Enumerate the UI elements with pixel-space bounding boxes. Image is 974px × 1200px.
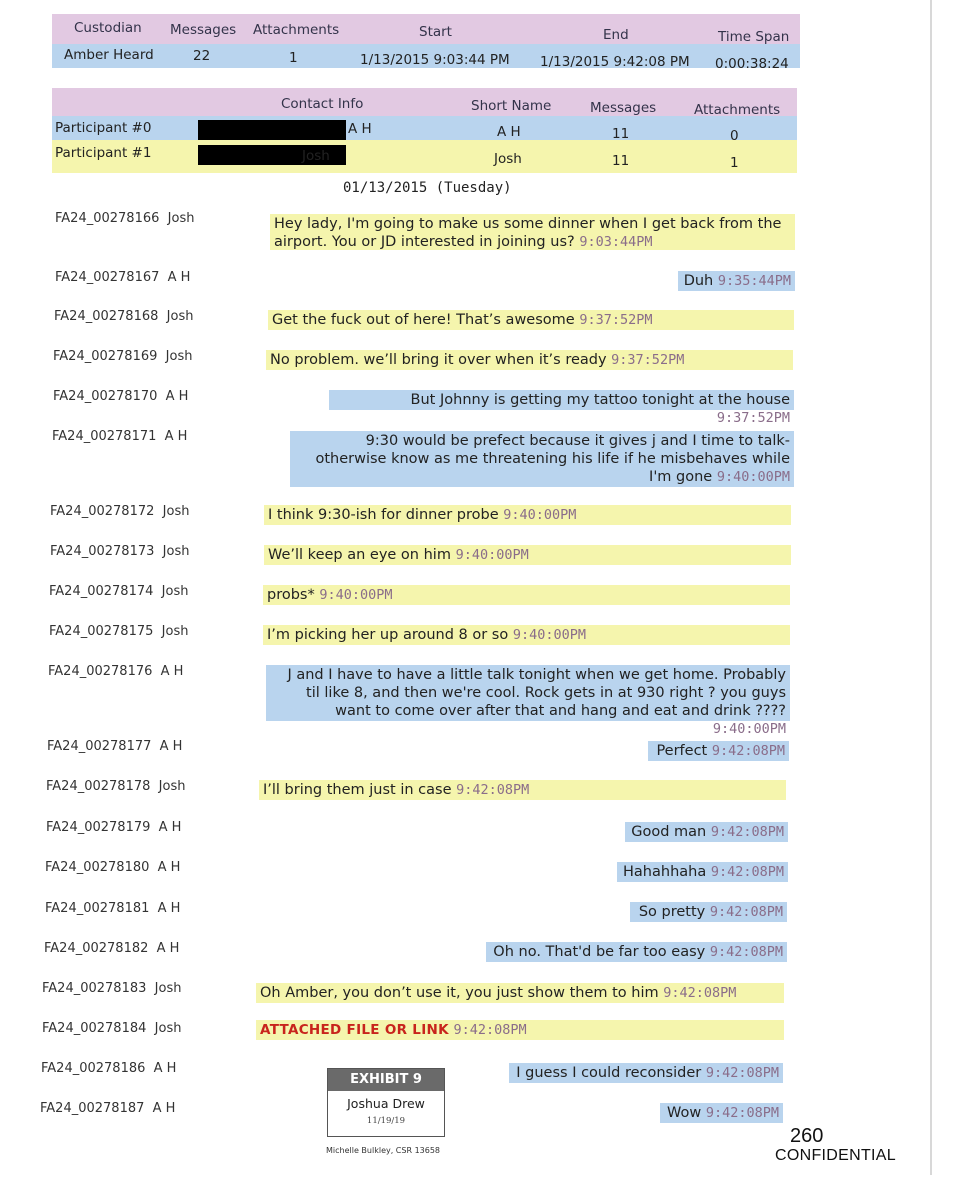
summary-end: 1/13/2015 9:42:08 PM [540, 54, 690, 70]
message-id: FA24_00278186 A H [41, 1061, 177, 1076]
participant-0-messages: 11 [612, 126, 630, 142]
message-id: FA24_00278175 Josh [49, 624, 189, 639]
message-id: FA24_00278187 A H [40, 1101, 176, 1116]
message-bubble: Good man 9:42:08PM [625, 822, 788, 842]
message-id: FA24_00278177 A H [47, 739, 183, 754]
message-bubble: Oh no. That'd be far too easy 9:42:08PM [486, 942, 787, 962]
participant-0-contact: A H [348, 121, 372, 137]
message-id: FA24_00278172 Josh [50, 504, 190, 519]
message-id: FA24_00278166 Josh [55, 211, 195, 226]
summary-header-messages: Messages [170, 22, 237, 38]
message-id: FA24_00278184 Josh [42, 1021, 182, 1036]
message-bubble: probs* 9:40:00PM [263, 585, 790, 605]
message-bubble: Get the fuck out of here! That’s awesome 9:37:52PM [268, 310, 794, 330]
message-id: FA24_00278180 A H [45, 860, 181, 875]
participant-0-short-name: A H [497, 124, 521, 140]
message-bubble: Hey lady, I'm going to make us some dinner when I get back from the airport. You or JD interested in joining us? 9:03:44PM [270, 214, 795, 250]
redaction-bar [198, 120, 346, 140]
participants-header-attachments: Attachments [694, 102, 781, 118]
participants-header-row [52, 88, 797, 116]
court-reporter: Michelle Bulkley, CSR 13658 [326, 1146, 441, 1155]
message-bubble: But Johnny is getting my tattoo tonight at the house 9:37:52PM [329, 390, 794, 410]
participants-header-contact: Contact Info [281, 96, 364, 112]
message-bubble: 9:30 would be prefect because it gives j and I time to talk- otherwise know as me threatening his life if he misbehaves while I'm gone 9:40:00PM [290, 431, 794, 487]
summary-attachments: 1 [289, 50, 298, 66]
participant-1-messages: 11 [612, 153, 630, 169]
participant-row-0 [52, 116, 797, 140]
message-bubble: I’ll bring them just in case 9:42:08PM [259, 780, 786, 800]
page-edge [930, 0, 932, 1175]
message-id: FA24_00278176 A H [48, 664, 184, 679]
participant-1-contact: Josh [302, 148, 330, 164]
message-id: FA24_00278181 A H [45, 901, 181, 916]
message-id: FA24_00278173 Josh [50, 544, 190, 559]
summary-custodian: Amber Heard [64, 47, 154, 63]
summary-header-end: End [603, 27, 629, 43]
message-bubble: So pretty 9:42:08PM [630, 902, 787, 922]
message-bubble: Hahahhaha 9:42:08PM [617, 862, 788, 882]
message-id: FA24_00278174 Josh [49, 584, 189, 599]
exhibit-date: 11/19/19 [366, 1116, 406, 1126]
message-bubble: Duh 9:35:44PM [678, 271, 795, 291]
participants-header-messages: Messages [590, 100, 657, 116]
message-bubble: No problem. we’ll bring it over when it’s ready 9:37:52PM [266, 350, 793, 370]
exhibit-sticker [327, 1068, 445, 1137]
participant-0-attachments: 0 [730, 128, 739, 144]
summary-messages: 22 [193, 48, 211, 64]
participant-1-label: Participant #1 [55, 145, 152, 161]
summary-time-span: 0:00:38:24 [715, 56, 789, 72]
message-bubble: We’ll keep an eye on him 9:40:00PM [264, 545, 791, 565]
message-id: FA24_00278182 A H [44, 941, 180, 956]
exhibit-title: EXHIBIT 9 [328, 1069, 444, 1091]
message-id: FA24_00278168 Josh [54, 309, 194, 324]
message-id: FA24_00278169 Josh [53, 349, 193, 364]
message-id: FA24_00278170 A H [53, 389, 189, 404]
confidential-label: CONFIDENTIAL [775, 1147, 896, 1164]
page-number: 260 [790, 1125, 824, 1147]
message-id: FA24_00278171 A H [52, 429, 188, 444]
exhibit-witness-name: Joshua Drew [347, 1096, 425, 1111]
participants-header-short-name: Short Name [471, 98, 552, 114]
summary-header-custodian: Custodian [74, 20, 142, 36]
participant-1-short-name: Josh [494, 151, 522, 167]
message-bubble: Wow 9:42:08PM [660, 1103, 783, 1123]
participant-row-1 [52, 140, 797, 173]
message-bubble: Oh Amber, you don’t use it, you just show them to him 9:42:08PM [256, 983, 784, 1003]
date-heading: 01/13/2015 (Tuesday) [343, 180, 512, 196]
summary-start: 1/13/2015 9:03:44 PM [360, 52, 510, 68]
message-bubble: I think 9:30-ish for dinner probe 9:40:00PM [264, 505, 791, 525]
participant-1-attachments: 1 [730, 155, 739, 171]
summary-header-attachments: Attachments [253, 22, 340, 38]
message-bubble: Perfect 9:42:08PM [648, 741, 789, 761]
message-bubble: J and I have to have a little talk tonight when we get home. Probably til like 8, and then we're cool. Rock gets in at 930 right ? you guys want to come over after that and hang and eat and drink ???? 9:40:00PM [266, 665, 790, 721]
attached-file-link[interactable]: ATTACHED FILE OR LINK [260, 1022, 449, 1038]
summary-header-start: Start [419, 24, 452, 40]
message-id: FA24_00278167 A H [55, 270, 191, 285]
message-id: FA24_00278179 A H [46, 820, 182, 835]
participant-0-label: Participant #0 [55, 120, 152, 136]
message-bubble: I guess I could reconsider 9:42:08PM [509, 1063, 783, 1083]
message-bubble: I’m picking her up around 8 or so 9:40:00PM [263, 625, 790, 645]
message-id: FA24_00278178 Josh [46, 779, 186, 794]
attachment-message-bubble: ATTACHED FILE OR LINK 9:42:08PM [256, 1020, 784, 1040]
summary-header-time-span: Time Span [718, 29, 790, 45]
message-id: FA24_00278183 Josh [42, 981, 182, 996]
